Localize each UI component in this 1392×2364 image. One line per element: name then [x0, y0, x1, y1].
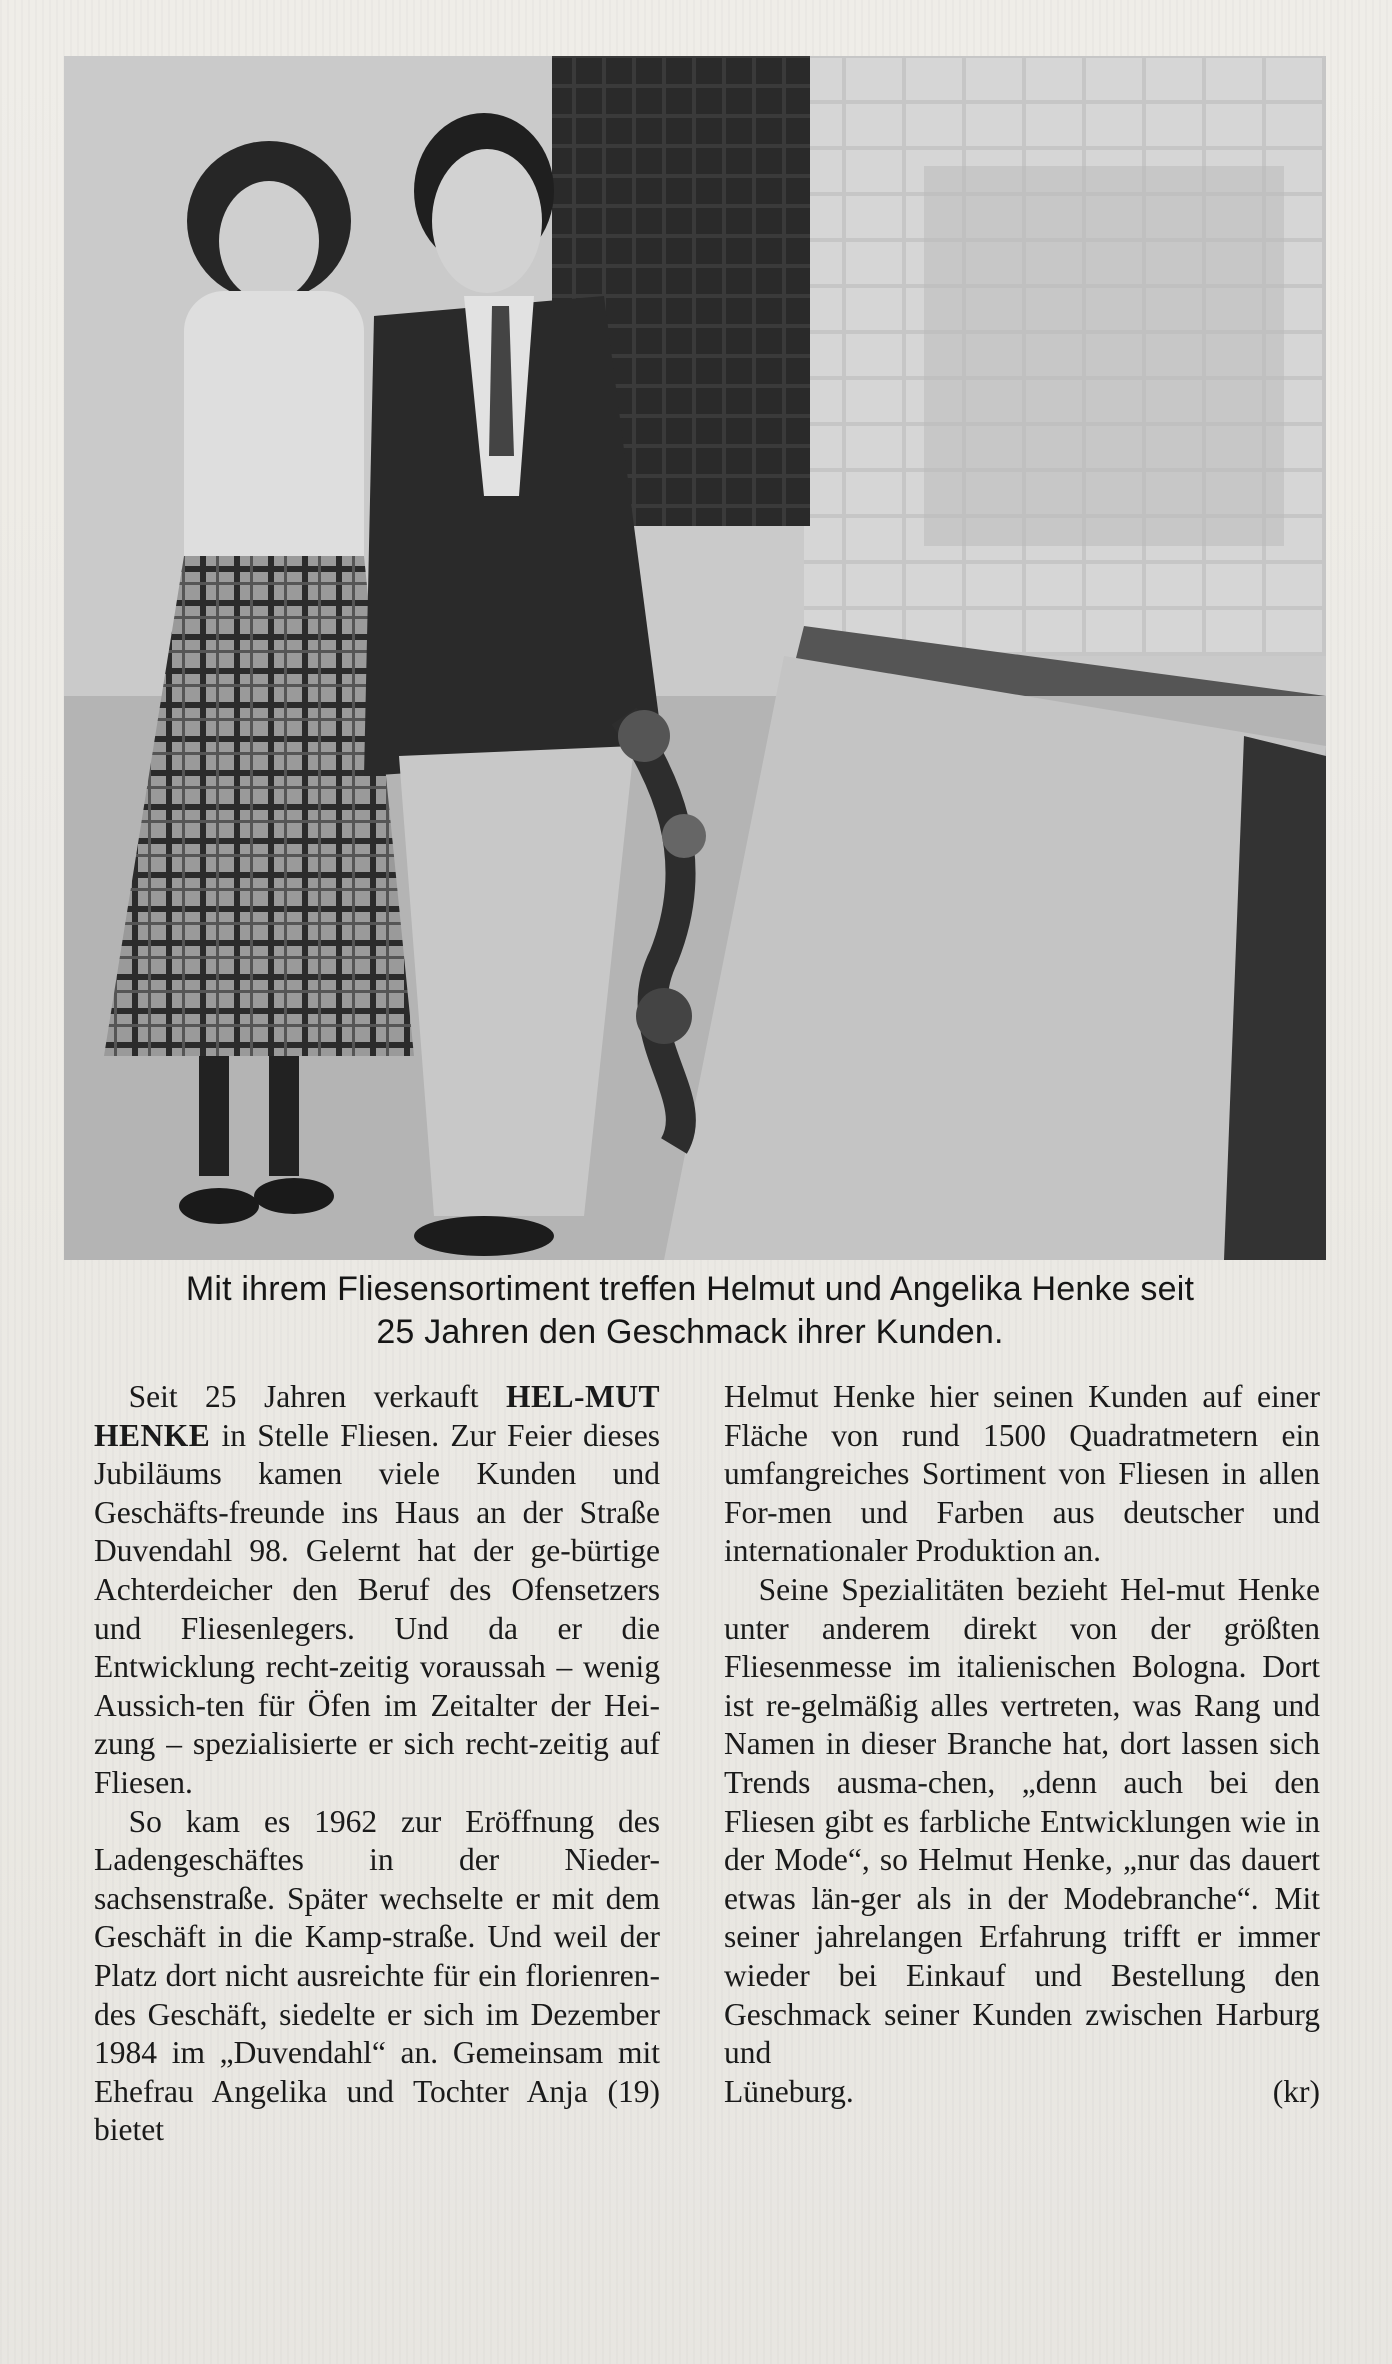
article-paragraph: So kam es 1962 zur Eröffnung des Ladengeschäftes in der Nieder-sachsenstraße. Später wechselte er mit dem Geschäft in die Kamp-straße. Und weil der Platz dort nicht ausreichte für ein florienren-des Geschäft, siedelte er sich im Dezember 1984 im „Duvendahl“ an. Gemeinsam mit Ehefrau Angelika und Tochter Anja (19) bietet: [94, 1803, 660, 2148]
article-column-left: [94, 1378, 660, 2150]
closing-text: Lüneburg.: [724, 2073, 854, 2109]
article-photo: [64, 56, 1326, 1260]
caption-line-1: Mit ihrem Fliesensortiment treffen Helmut und Angelika Henke seit: [185, 1270, 1195, 1308]
lead-text: Seit 25 Jahren verkauft: [128, 1379, 506, 1414]
article-paragraph: [94, 1378, 660, 1803]
paragraph-text: in Stelle Fliesen. Zur Feier dieses Jubiläums kamen viele Kunden und Geschäfts-freunde ins Haus an der Straße Duvendahl 98. Gelernt hat der ge-bürtige Achterdeicher den Beruf des Ofensetzers und Fliesenlegers. Und da er die Entwicklung recht-zeitig voraussah – wenig Aussich-ten für Öfen im Zeitalter der Hei-zung – spezialisierte er sich recht-zeitig auf Fliesen.: [94, 1417, 660, 1800]
caption-line-2: 25 Jahren den Geschmack ihrer Kunden.: [376, 1313, 1004, 1351]
author-signature: (kr): [1272, 2073, 1320, 2109]
photo-caption: [40, 1268, 1340, 1354]
article-column-right: [724, 1378, 1320, 2111]
photo-of-couple-in-tile-showroom-icon: [64, 56, 1326, 1260]
article-paragraph: Helmut Henke hier seinen Kunden auf einer Fläche von rund 1500 Quadratmetern ein umfangreiches Sortiment von Fliesen in allen For-men und Farben aus deutscher und internationaler Produktion an.: [724, 1379, 1320, 1569]
highlighted-name: HEL-MUT HENKE: [94, 1379, 660, 1453]
article-paragraph: Seine Spezialitäten bezieht Hel-mut Henke unter anderem direkt von der größten Fliesenmesse im italienischen Bologna. Dort ist re-gelmäßig alles vertreten, was Rang und Namen in dieser Branche hat, dort lassen sich Trends ausma-chen, „denn auch bei den Fliesen gibt es farbliche Entwicklungen wie in der Mode“, so Helmut Henke, „nur das dauert etwas län-ger als in der Modebranche“. Mit seiner jahrelangen Erfahrung trifft er immer wieder bei Einkauf und Bestellung den Geschmack seiner Kunden zwischen Harburg und: [724, 1571, 1320, 2071]
article-closing-line: [724, 2073, 1320, 2112]
